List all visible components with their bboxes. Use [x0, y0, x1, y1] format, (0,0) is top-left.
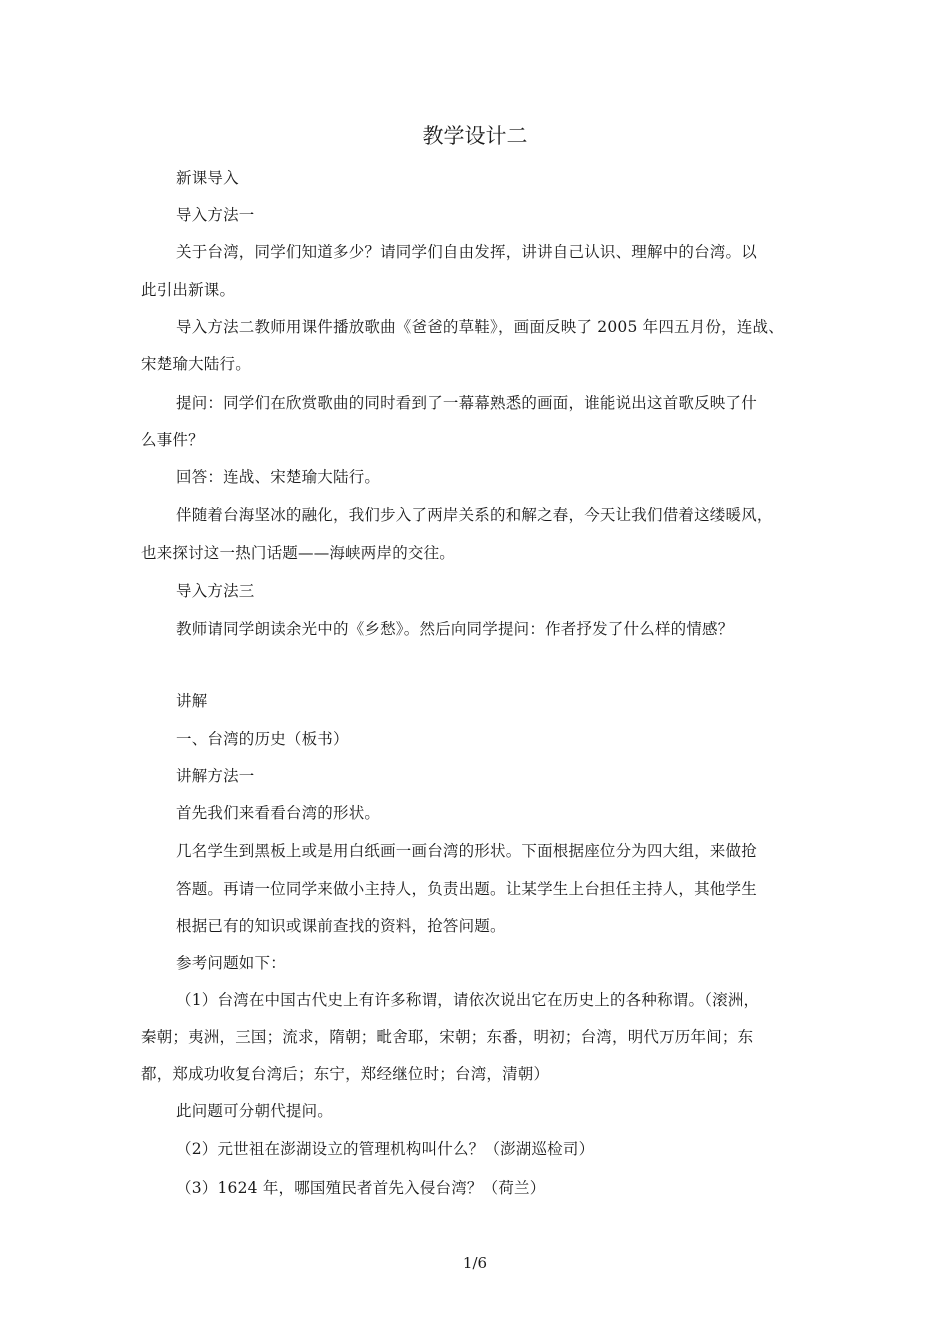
- text-line: 么事件？: [141, 431, 204, 449]
- text-line: 此问题可分朝代提问。: [176, 1102, 334, 1120]
- text-line: 讲解方法一: [176, 767, 255, 785]
- text-line: 首先我们来看看台湾的形状。: [176, 804, 381, 822]
- text-line: 秦朝；夷洲，三国；流求，隋朝；毗舍耶，宋朝；东番，明初；台湾，明代万历年间；东: [141, 1028, 754, 1046]
- text-line: 答题。再请一位同学来做小主持人，负责出题。让某学生上台担任主持人，其他学生: [176, 880, 757, 898]
- text-line: 一、台湾的历史（板书）: [176, 730, 349, 748]
- text-line: 此引出新课。: [141, 281, 236, 299]
- document-title: 教学设计二: [422, 124, 528, 148]
- text-line: 几名学生到黑板上或是用白纸画一画台湾的形状。下面根据座位分为四大组，来做抢: [176, 842, 757, 860]
- text-line: 导入方法三: [176, 582, 255, 600]
- text-line: （1）台湾在中国古代史上有许多称谓，请依次说出它在历史上的各种称谓。（滚洲，: [176, 991, 760, 1009]
- text-line: 伴随着台海坚冰的融化，我们步入了两岸关系的和解之春，今天让我们借着这缕暖风，: [176, 506, 773, 524]
- text-line: 参考问题如下：: [176, 954, 286, 972]
- text-line: 回答：连战、宋楚瑜大陆行。: [176, 468, 381, 486]
- text-line: 宋楚瑜大陆行。: [141, 355, 251, 373]
- page-number: 1/6: [462, 1254, 488, 1272]
- text-line: （2）元世祖在澎湖设立的管理机构叫什么？（澎湖巡检司）: [176, 1140, 595, 1158]
- text-line: 教师请同学朗读余光中的《乡愁》。然后向同学提问：作者抒发了什么样的情感？: [176, 620, 734, 638]
- text-line: 提问：同学们在欣赏歌曲的同时看到了一幕幕熟悉的画面，谁能说出这首歌反映了什: [176, 394, 757, 412]
- text-line: 导入方法二教师用课件播放歌曲《爸爸的草鞋》，画面反映了 2005 年四五月份，连战、: [176, 318, 784, 336]
- section-heading: 讲解: [176, 692, 208, 710]
- text-line: 根据已有的知识或课前查找的资料，抢答问题。: [176, 917, 506, 935]
- text-line: （3）1624 年，哪国殖民者首先入侵台湾？（荷兰）: [176, 1179, 546, 1197]
- text-line: 也来探讨这一热门话题——海峡两岸的交往。: [141, 544, 456, 562]
- text-line: 关于台湾，同学们知道多少？请同学们自由发挥，讲讲自己认识、理解中的台湾。以: [176, 243, 757, 261]
- text-line: 新课导入: [176, 169, 239, 187]
- text-line: 都，郑成功收复台湾后；东宁，郑经继位时；台湾，清朝）: [141, 1065, 550, 1083]
- text-line: 导入方法一: [176, 206, 255, 224]
